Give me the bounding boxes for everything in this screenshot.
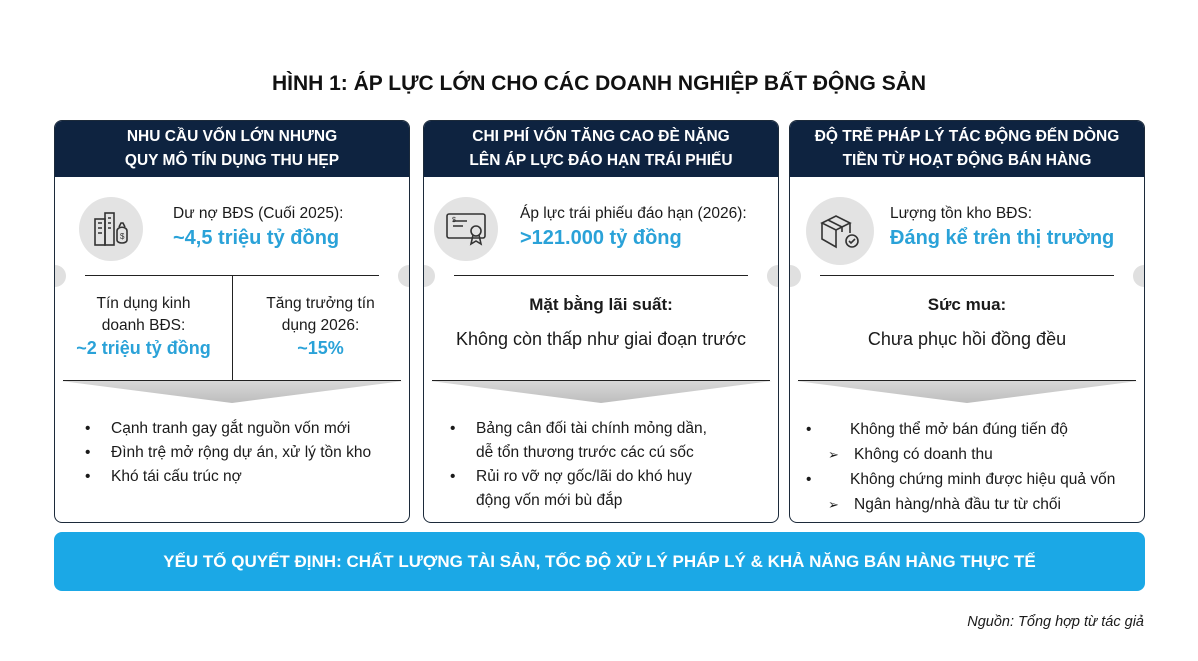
bullet-list — [790, 403, 1144, 517]
metric-value: ~4,5 triệu tỷ đồng — [173, 227, 340, 249]
purchasing-heading: Sức mua: — [927, 295, 1007, 314]
bullet-item-cont: động vốn mới bù đắp — [476, 492, 623, 509]
bullet-item: • Không thể mở bán đúng tiến độ — [806, 417, 1144, 442]
cell-label: Tín dụng kinh — [96, 295, 191, 312]
cell-label: doanh BĐS: — [101, 317, 186, 334]
interest-text: Không còn thấp như giai đoạn trước — [455, 329, 747, 349]
bullet-item: • Đình trệ mở rộng dự án, xử lý tồn kho — [85, 441, 409, 465]
panel-credit — [54, 120, 410, 523]
figure-title: HÌNH 1: ÁP LỰC LỚN CHO CÁC DOANH NGHIỆP BẤT ĐỘNG SẢN — [271, 72, 927, 95]
down-arrow-icon — [61, 381, 403, 403]
bullet-item: • Rủi ro vỡ nợ gốc/lãi do khó huy — [450, 465, 778, 489]
conclusion-banner: YẾU TỐ QUYẾT ĐỊNH: CHẤT LƯỢNG TÀI SẢN, TỐC ĐỘ XỬ LÝ PHÁP LÝ & KHẢ NĂNG BÁN HÀNG THỰC TẾ — [54, 532, 1145, 591]
sub-bullet-item: ➢ Không có doanh thu — [806, 442, 1144, 467]
header-line: TIỀN TỪ HOẠT ĐỘNG BÁN HÀNG — [842, 152, 1092, 169]
metric-value: Đáng kể trên thị trường — [890, 227, 1115, 249]
source-note: Nguồn: Tổng hợp từ tác giả — [967, 614, 1144, 630]
cell-value: ~2 triệu tỷ đồng — [76, 338, 211, 358]
svg-text:$: $ — [120, 232, 125, 241]
cell-label: Tăng trưởng tín — [266, 295, 375, 312]
buildings-money-icon — [79, 197, 143, 261]
stat-cell-credit-growth — [232, 275, 409, 381]
panel-header — [424, 121, 778, 177]
divider — [798, 380, 1136, 381]
cell-value: ~15% — [297, 338, 344, 358]
panel-header — [55, 121, 409, 177]
header-line: LÊN ÁP LỰC ĐÁO HẠN TRÁI PHIẾU — [469, 152, 733, 169]
metric-label: Dư nợ BĐS (Cuối 2025): — [173, 205, 344, 222]
panel-header — [790, 121, 1144, 177]
box-check-icon — [806, 197, 874, 265]
metric-value: >121.000 tỷ đồng — [520, 227, 682, 249]
purchasing-text: Chưa phục hồi đồng đều — [867, 329, 1067, 349]
bullet-list — [424, 403, 778, 513]
divider — [63, 380, 401, 381]
bullet-list — [55, 403, 409, 489]
header-line: NHU CẦU VỐN LỚN NHƯNG — [126, 128, 338, 145]
down-arrow-icon — [430, 381, 772, 403]
bullet-item: • Bảng cân đối tài chính mỏng dần, — [450, 417, 778, 441]
header-line: QUY MÔ TÍN DỤNG THU HẸP — [124, 152, 340, 169]
header-line: ĐỘ TRỄ PHÁP LÝ TÁC ĐỘNG ĐẾN DÒNG — [814, 128, 1120, 145]
down-arrow-icon — [796, 381, 1138, 403]
metric-label: Áp lực trái phiếu đáo hạn (2026): — [520, 205, 747, 222]
bullet-item: • Không chứng minh được hiệu quả vốn — [806, 467, 1144, 492]
cell-label: dụng 2026: — [281, 317, 360, 334]
certificate-icon — [434, 197, 498, 261]
bullet-item-cont: dễ tổn thương trước các cú sốc — [476, 444, 694, 461]
bullet-item: • Khó tái cấu trúc nợ — [85, 465, 409, 489]
bullet-item: • Cạnh tranh gay gắt nguồn vốn mới — [85, 417, 409, 441]
sub-bullet-item: ➢ Ngân hàng/nhà đầu tư từ chối — [806, 492, 1144, 517]
divider — [432, 380, 770, 381]
header-line: CHI PHÍ VỐN TĂNG CAO ĐÈ NẶNG — [472, 128, 730, 145]
stat-cell-business-credit — [55, 275, 232, 381]
interest-heading: Mặt bằng lãi suất: — [529, 295, 673, 314]
panel-legal — [789, 120, 1145, 523]
svg-text:$: $ — [452, 217, 456, 224]
metric-label: Lượng tồn kho BĐS: — [890, 205, 1033, 222]
panel-bonds — [423, 120, 779, 523]
